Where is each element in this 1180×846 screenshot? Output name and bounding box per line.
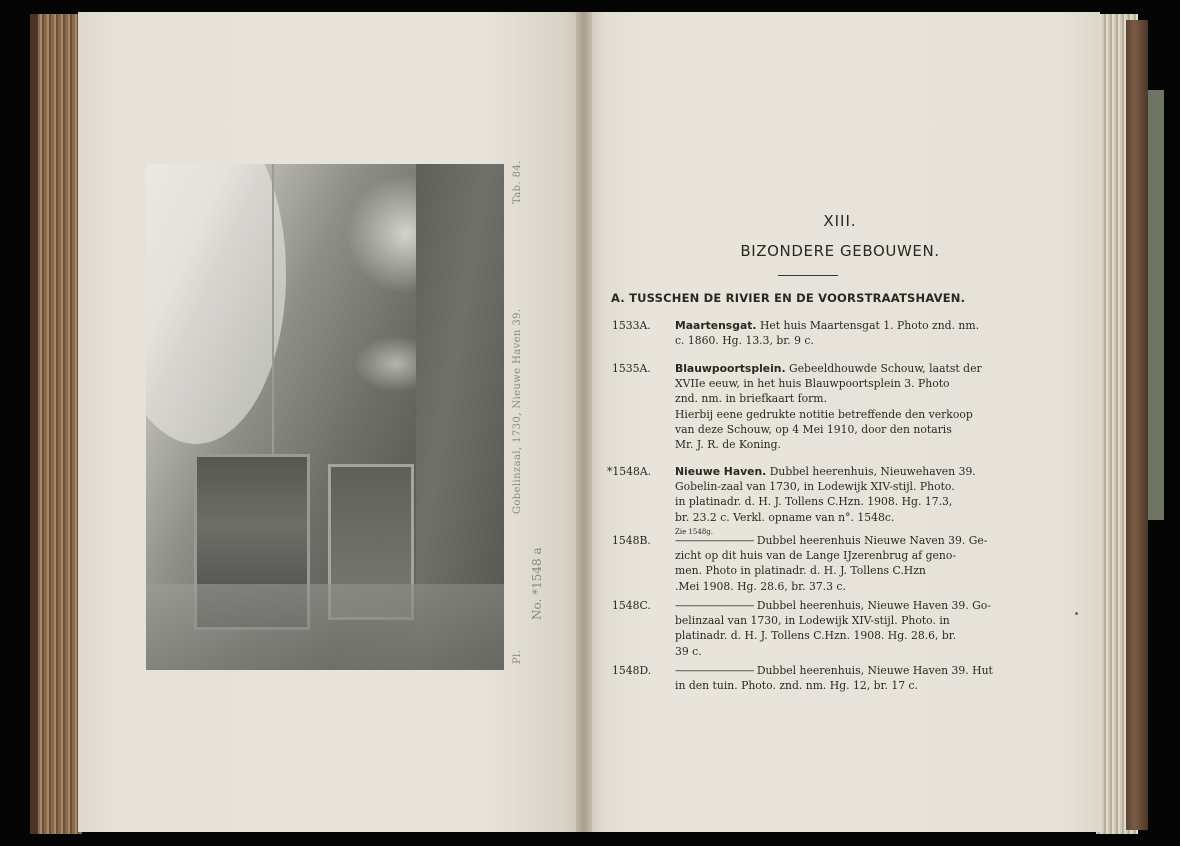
- entry-line: Het huis Maartensgat 1. Photo znd. nm.: [759, 319, 980, 332]
- right-cover-cloth: [1148, 90, 1164, 520]
- entry-line: Gebeeldhouwde Schouw, laatst der: [789, 362, 982, 375]
- entry-number: 1533A.: [612, 319, 651, 332]
- entry-line: Dubbel heerenhuis, Nieuwe Haven 39. Go-: [756, 599, 991, 612]
- page-speck: [1075, 612, 1078, 615]
- entry-line: men. Photo in platinadr. d. H. J. Tollens C.Hzn: [675, 564, 926, 578]
- entry-line: znd. nm. in briefkaart form.: [675, 392, 827, 406]
- entry-line: van deze Schouw, op 4 Mei 1910, door den notaris: [675, 422, 952, 436]
- plate-photograph: [146, 164, 504, 670]
- entry-dash: ————————: [675, 664, 754, 677]
- book-gutter: [576, 12, 592, 832]
- entry-line: platinadr. d. H. J. Tollens C.Hzn. 1908. Hg. 28.6, br.: [675, 629, 957, 643]
- title-rule: [778, 275, 838, 276]
- plate-chandelier-chain: [272, 164, 274, 494]
- entry-dash: ————————: [675, 534, 754, 547]
- entry-line: Dubbel heerenhuis, Nieuwehaven 39.: [769, 465, 976, 478]
- entry-line: Gobelin-zaal van 1730, in Lodewijk XIV-stijl. Photo.: [675, 480, 955, 494]
- right-cover-edge: [1126, 20, 1148, 830]
- plate-caption-tab: Tab. 84.: [512, 160, 523, 204]
- plate-caption-title: Gobelinzaal, 1730, Nieuwe Haven 39.: [512, 308, 523, 514]
- plate-ceiling-arch: [146, 164, 286, 444]
- entry-line: Mr. J. R. de Koning.: [675, 438, 781, 452]
- entry-line: belinzaal van 1730, in Lodewijk XIV-stijl. Photo. in: [675, 614, 950, 628]
- plate-floor: [146, 584, 504, 670]
- entry-body: [675, 598, 1073, 659]
- entry-body: [675, 663, 1073, 693]
- left-cover-edge: [30, 14, 38, 834]
- entry-line: in den tuin. Photo. znd. nm. Hg. 12, br. 17 c.: [675, 679, 918, 693]
- entry-line: c. 1860. Hg. 13.3, br. 9 c.: [675, 334, 814, 348]
- entry-name: Maartensgat.: [675, 319, 757, 332]
- section-heading: A. TUSSCHEN DE RIVIER EN DE VOORSTRAATSHAVEN.: [611, 291, 966, 305]
- entry-number: 1535A.: [612, 362, 651, 375]
- entry-number: 1548C.: [612, 599, 651, 612]
- chapter-number: XIII.: [823, 212, 857, 230]
- entry-line: in platinadr. d. H. J. Tollens C.Hzn. 1908. Hg. 17.3,: [675, 495, 953, 509]
- entry-body: [675, 318, 1073, 348]
- entry-line: Dubbel heerenhuis, Nieuwe Haven 39. Hut: [756, 664, 993, 677]
- entry-line: Dubbel heerenhuis Nieuwe Naven 39. Ge-: [756, 534, 988, 547]
- entry-line: 39 c.: [675, 644, 702, 658]
- entry-body: [675, 533, 1073, 594]
- plate-number: No. *1548 a: [530, 547, 544, 620]
- entry-body: [675, 361, 1073, 452]
- entry-number: *1548A.: [607, 465, 652, 478]
- entry-name: Blauwpoortsplein.: [675, 362, 786, 375]
- entry-line: .Mei 1908. Hg. 28.6, br. 37.3 c.: [675, 579, 846, 593]
- entry-line: Hierbij eene gedrukte notitie betreffende den verkoop: [675, 407, 973, 421]
- entry-number: 1548B.: [612, 534, 651, 547]
- entry-note: Zie 1548g.: [675, 527, 713, 536]
- entry-line: XVIIe eeuw, in het huis Blauwpoortsplein 3. Photo: [675, 377, 950, 391]
- entry-line: zicht op dit huis van de Lange IJzerenbrug af geno-: [675, 549, 956, 563]
- entry-number: 1548D.: [612, 664, 652, 677]
- entry-line: br. 23.2 c. Verkl. opname van n°. 1548c.: [675, 510, 895, 524]
- chapter-title: BIZONDERE GEBOUWEN.: [740, 242, 940, 260]
- entry-body: [675, 464, 1073, 540]
- entry-dash: ————————: [675, 599, 754, 612]
- plate-caption-prefix: Pl.: [512, 649, 523, 664]
- entry-name: Nieuwe Haven.: [675, 465, 767, 478]
